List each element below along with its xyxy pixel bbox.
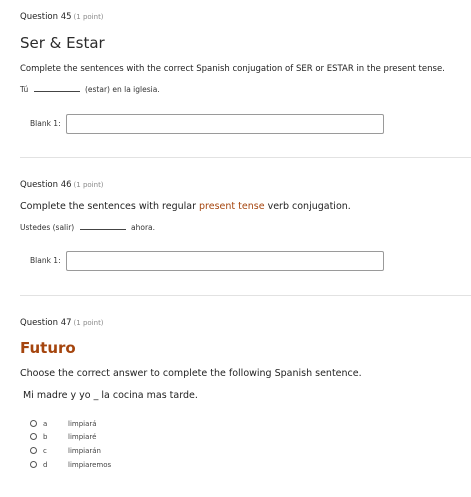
instruction-start: Complete the sentences with regular: [20, 201, 196, 212]
option-text: limpiaré: [68, 433, 97, 441]
blank-label: Blank 1:: [30, 256, 61, 265]
question-title: Futuro: [20, 339, 76, 357]
points-label: (1 point): [73, 13, 104, 21]
blank-label: Blank 1:: [30, 119, 61, 128]
question-sentence: [20, 223, 155, 232]
question-instruction: [20, 201, 351, 212]
option-text: limpiará: [68, 420, 97, 428]
divider: [20, 295, 471, 296]
radio-button[interactable]: [30, 447, 37, 454]
question-45-header: [20, 12, 104, 22]
instruction-end: verb conjugation.: [267, 201, 351, 212]
blank-1-input[interactable]: [66, 251, 384, 271]
question-47-header: [20, 318, 104, 328]
option-letter: d: [43, 461, 48, 469]
question-sentence: [20, 85, 160, 94]
question-number: Question 46: [20, 180, 72, 190]
instruction-highlight: present tense: [199, 201, 265, 212]
sentence-end: (estar) en la iglesia.: [84, 85, 160, 94]
blank-line: [34, 91, 80, 92]
question-sentence: Mi madre y yo _ la cocina mas tarde.: [23, 390, 198, 401]
question-instruction: Complete the sentences with the correct Spanish conjugation of SER or ESTAR in the present tense.: [20, 64, 445, 74]
radio-button[interactable]: [30, 420, 37, 427]
blank-1-input[interactable]: [66, 114, 384, 134]
option-text: limpiarán: [68, 447, 101, 455]
sentence-start: Ustedes (salir): [20, 223, 75, 232]
option-letter: c: [43, 447, 47, 455]
radio-button[interactable]: [30, 433, 37, 440]
question-instruction: Choose the correct answer to complete the following Spanish sentence.: [20, 368, 362, 379]
points-label: (1 point): [73, 181, 104, 189]
sentence-start: Tú: [20, 85, 29, 94]
points-label: (1 point): [73, 319, 104, 327]
radio-button[interactable]: [30, 461, 37, 468]
option-letter: a: [43, 420, 48, 428]
sentence-end: ahora.: [131, 223, 156, 232]
question-number: Question 45: [20, 12, 72, 22]
question-46-header: [20, 180, 104, 190]
option-letter: b: [43, 433, 48, 441]
question-number: Question 47: [20, 318, 72, 328]
divider: [20, 157, 471, 158]
question-title: Ser & Estar: [20, 34, 105, 52]
option-text: limpiaremos: [68, 461, 112, 469]
blank-line: [80, 229, 126, 230]
